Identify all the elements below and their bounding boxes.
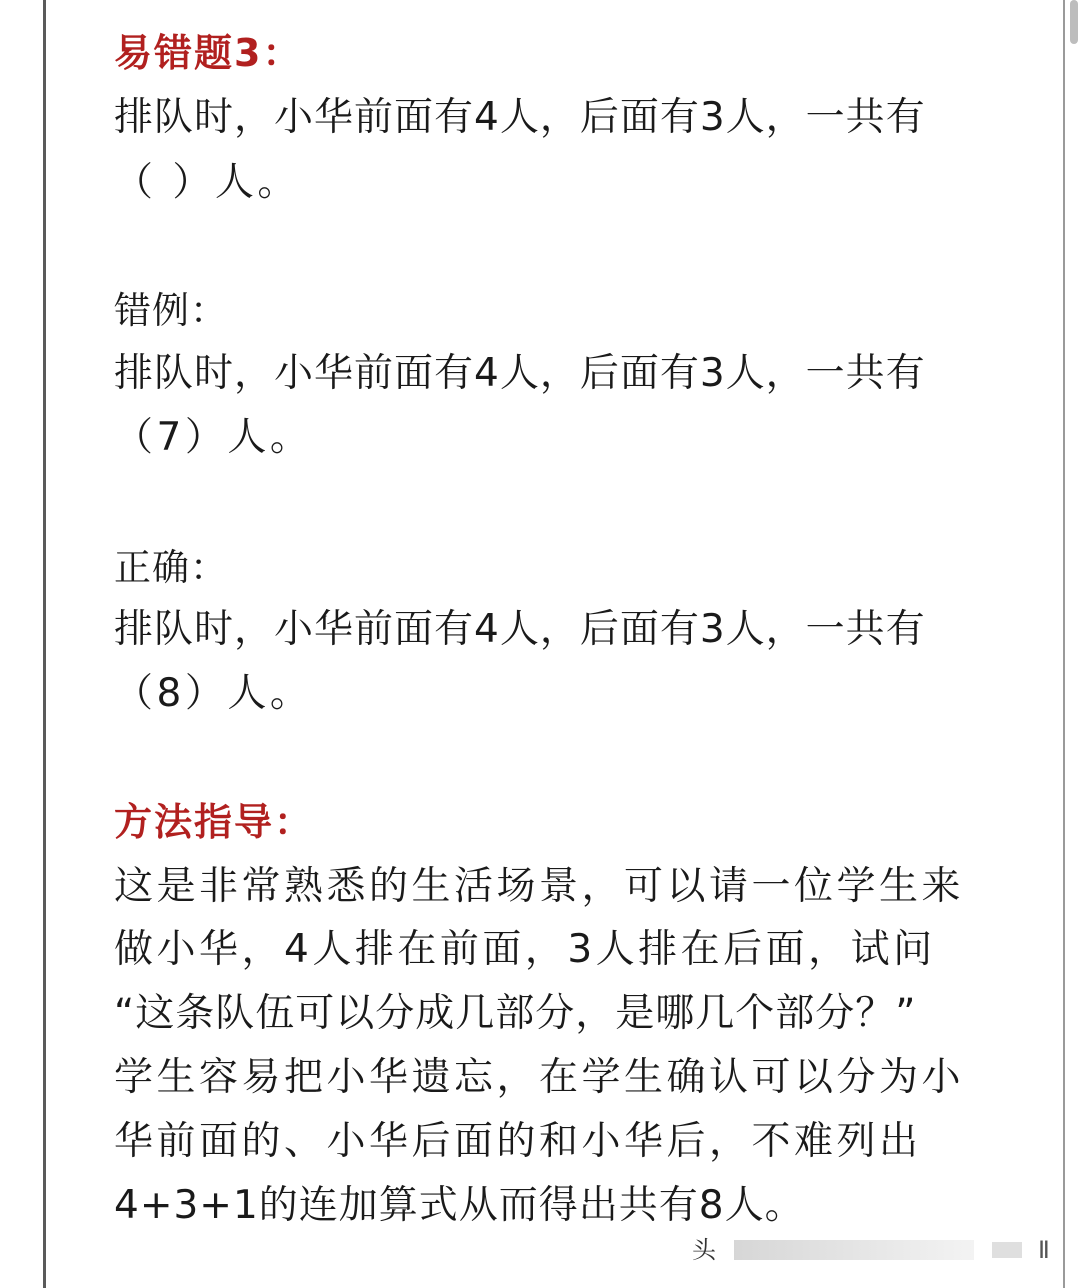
method-line: 4+3+1的连加算式从而得出共有8人。 — [114, 1183, 805, 1228]
watermark-logo-text: 头 — [692, 1236, 716, 1264]
page-right-border — [1063, 0, 1065, 1288]
wrong-example-label: 错例： — [114, 289, 228, 332]
watermark-blur — [734, 1240, 974, 1260]
question-line-2: （ ）人。 — [114, 160, 300, 205]
method-line: 做小华，4人排在前面，3人排在后面，试问 — [114, 927, 936, 972]
correct-answer-label: 正确： — [114, 546, 228, 589]
method-line: 华前面的、小华后面的和小华后，不难列出 — [114, 1119, 922, 1164]
method-line: “这条队伍可以分成几部分，是哪几个部分？” — [114, 991, 917, 1036]
wrong-example-line-2: （7）人。 — [114, 415, 313, 460]
method-heading: 方法指导： — [114, 800, 315, 844]
watermark-blur-small — [992, 1242, 1022, 1258]
method-line: 学生容易把小华遗忘，在学生确认可以分为小 — [114, 1055, 965, 1100]
correct-answer-line-1: 排队时，小华前面有4人，后面有3人，一共有 — [114, 607, 926, 652]
question-heading: 易错题3： — [114, 31, 303, 75]
scrollbar-thumb[interactable] — [1070, 0, 1078, 44]
watermark — [692, 1232, 1052, 1268]
question-line-1: 排队时，小华前面有4人，后面有3人，一共有 — [114, 95, 926, 140]
page-left-border — [43, 0, 46, 1288]
correct-answer-line-2: （8）人。 — [114, 671, 313, 716]
method-line: 这是非常熟悉的生活场景，可以请一位学生来 — [114, 864, 965, 909]
watermark-end-mark: Ⅱ — [1038, 1236, 1050, 1264]
wrong-example-line-1: 排队时，小华前面有4人，后面有3人，一共有 — [114, 351, 926, 396]
